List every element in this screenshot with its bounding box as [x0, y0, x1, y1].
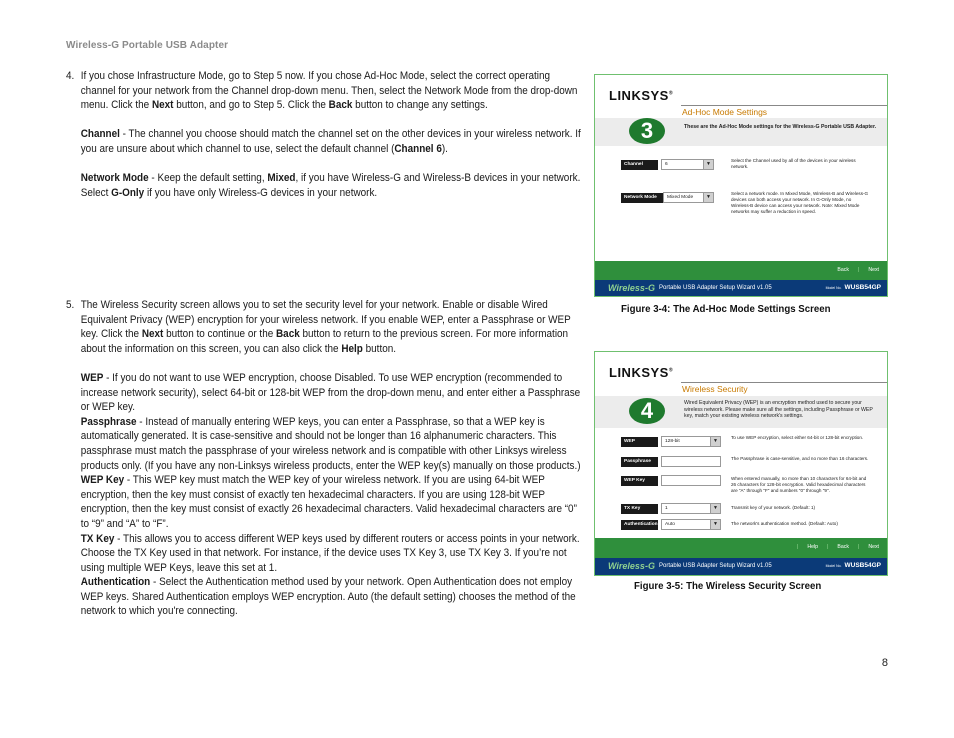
linksys-logo: LINKSYS®	[609, 365, 674, 380]
screen-description: These are the Ad-Hoc Mode settings for the Wireless-G Portable USB Adapter.	[684, 124, 877, 130]
network-mode-help: Select a network mode. In Mixed Mode, Wireless-B and Wireless-G devices can both access your network. In G-Only Mode, no Wireless-B device can access your network. Note: Mixed Mode networks may suffer a reduction in speed.	[731, 191, 869, 214]
page-number: 8	[881, 657, 888, 669]
footer-product: Portable USB Adapter Setup Wizard v1.05	[659, 285, 772, 291]
channel-label: Channel	[621, 160, 658, 170]
authentication-paragraph: Authentication - Select the Authentication method used by your network. Open Authentication does not employ WEP keys. Shared Authentication employs WEP encryption. Auto (the default setting) chooses the method of the network to which you're connecting.	[80, 576, 576, 618]
model-number: Model No. WUSB54GP	[825, 562, 881, 569]
chevron-down-icon: ▼	[703, 193, 713, 202]
step-4	[66, 69, 587, 200]
button-bar: Back | Next	[595, 261, 887, 281]
chevron-down-icon: ▼	[710, 437, 720, 446]
passphrase-label: Passphrase	[621, 457, 658, 467]
chevron-down-icon: ▼	[710, 520, 720, 529]
wireless-security-screenshot	[594, 351, 888, 576]
network-mode-paragraph: Network Mode - Keep the default setting, Mixed, if you have Wireless-G and Wireless-B devices in your network. Select G-Only if you have only Wireless-G devices in your network.	[80, 172, 581, 199]
tx-key-select[interactable]: 1 ▼	[661, 503, 721, 514]
authentication-select[interactable]: Auto ▼	[661, 519, 721, 530]
wep-paragraph: WEP - If you do not want to use WEP encryption, choose Disabled. To use WEP encryption (recommended to increase network security), select 64-bit or 128-bit WEP from the drop-down menu, and enter either a Passphrase or WEP key.	[80, 371, 581, 414]
back-button[interactable]: Back	[837, 267, 849, 273]
authentication-help: The network's authentication method. (Default: Auto)	[731, 521, 838, 526]
footer-brand: Wireless-G	[608, 561, 655, 571]
footer-product: Portable USB Adapter Setup Wizard v1.05	[659, 563, 772, 569]
authentication-label: Authentication	[621, 520, 658, 530]
wep-key-label: WEP Key	[621, 476, 658, 486]
wep-key-help: When entered manually, no more than 10 characters for 64-bit and 26 characters for 128-bit encryption. Valid hexadecimal characters are "A" through "F" and numbers "0" through "9".	[731, 476, 867, 493]
help-button[interactable]: Help	[807, 544, 819, 550]
channel-paragraph: Channel - The channel you choose should match the channel set on the other devices in your wireless network. If you are unsure about which channel to use, select the default channel (Channel 6).	[80, 128, 581, 155]
chevron-down-icon: ▼	[703, 160, 713, 169]
tx-key-paragraph: TX Key - This allows you to access different WEP keys used by different routers or access points in your network. Choose the TX Key used in that network. For instance, if the device uses TX Key 3, use TX Key 3. If you’re not using multiple WEP Keys, leave this set at 1.	[80, 532, 580, 574]
wep-key-paragraph: WEP Key - This WEP key must match the WEP key of your wireless network. If you are using 64-bit WEP encryption, then the key must consist of exactly ten hexadecimal characters. If you are using 128-bit WEP encryption, then the key must consist of exactly 26 hexadecimal characters. Valid hexadecimal characters are “0” to “9” and “A” to “F”.	[80, 474, 577, 530]
network-mode-label: Network Mode	[621, 193, 664, 203]
passphrase-paragraph: Passphrase - Instead of manually entering WEP keys, you can enter a Passphrase, so that a WEP key is automatically generated. It is case-sensitive and should not be longer than 16 alphanumeric characters. This passphrase must match the passphrase of your wireless network and is compatible with other Linksys wireless products only. (If you have any non-Linksys wireless products, enter the WEP key(s) manually on those products.)	[80, 415, 581, 472]
channel-select[interactable]: 6 ▼	[661, 159, 714, 170]
step-badge: 4	[629, 398, 665, 424]
running-header: Wireless-G Portable USB Adapter	[66, 40, 229, 51]
linksys-logo: LINKSYS®	[609, 88, 674, 103]
back-button[interactable]: Back	[837, 544, 849, 550]
wep-help: To use WEP encryption, select either 64-bit or 128-bit encryption.	[731, 435, 864, 440]
screen-title: Ad-Hoc Mode Settings	[682, 107, 768, 117]
tx-key-label: TX Key	[621, 504, 658, 514]
passphrase-input[interactable]	[661, 456, 721, 467]
model-number: Model No. WUSB54GP	[825, 284, 881, 291]
footer-bar	[595, 280, 887, 297]
figure-3-5-caption: Figure 3-5: The Wireless Security Screen	[634, 580, 822, 592]
next-button[interactable]: Next	[868, 267, 879, 273]
screen-description: Wired Equivalent Privacy (WEP) is an encryption method used to secure your wireless network. Please make sure all the settings, including Passphrase or WEP key, match your existing wireless network's settings.	[684, 400, 873, 420]
figure-3-4-caption: Figure 3-4: The Ad-Hoc Mode Settings Screen	[621, 303, 831, 315]
footer-brand: Wireless-G	[608, 283, 655, 293]
footer-bar	[595, 558, 887, 575]
chevron-down-icon: ▼	[710, 504, 720, 513]
next-button[interactable]: Next	[868, 544, 879, 550]
step-number: 5.	[66, 299, 75, 311]
step-5	[66, 298, 587, 619]
passphrase-help: The Passphrase is case-sensitive, and no more than 16 characters.	[731, 456, 869, 461]
button-bar: | Help | Back | Next	[595, 538, 887, 558]
ad-hoc-settings-screenshot	[594, 74, 888, 297]
wep-label: WEP	[621, 437, 658, 447]
step-5-intro: The Wireless Security screen allows you to set the security level for your network. Enable or disable Wired Equivalent Privacy (WEP) encryption for your wireless network. If you enable WEP, enter a Passphrase or WEP key. Click the Next button to continue or the Back button to return to the previous screen. For more information about the information on this screen, you can also click the Help button.	[80, 299, 571, 355]
network-mode-select[interactable]: Mixed Mode ▼	[663, 192, 714, 203]
tx-key-help: Transmit key of your network. (Default: 1)	[731, 505, 816, 510]
wep-select[interactable]: 128-bit ▼	[661, 436, 721, 447]
channel-help: Select the Channel used by all of the devices in your wireless network.	[731, 158, 856, 169]
wep-key-input[interactable]	[661, 475, 721, 486]
step-badge: 3	[629, 118, 665, 144]
screen-title: Wireless Security	[682, 384, 748, 394]
step-4-intro: If you chose Infrastructure Mode, go to Step 5 now. If you chose Ad-Hoc Mode, select the correct operating channel for your network from the Channel drop-down menu. Then, select the Network Mode from the drop-down menu. Click the Next button, and go to Step 5. Click the Back button to change any settings.	[80, 70, 578, 112]
step-number: 4.	[66, 70, 75, 82]
